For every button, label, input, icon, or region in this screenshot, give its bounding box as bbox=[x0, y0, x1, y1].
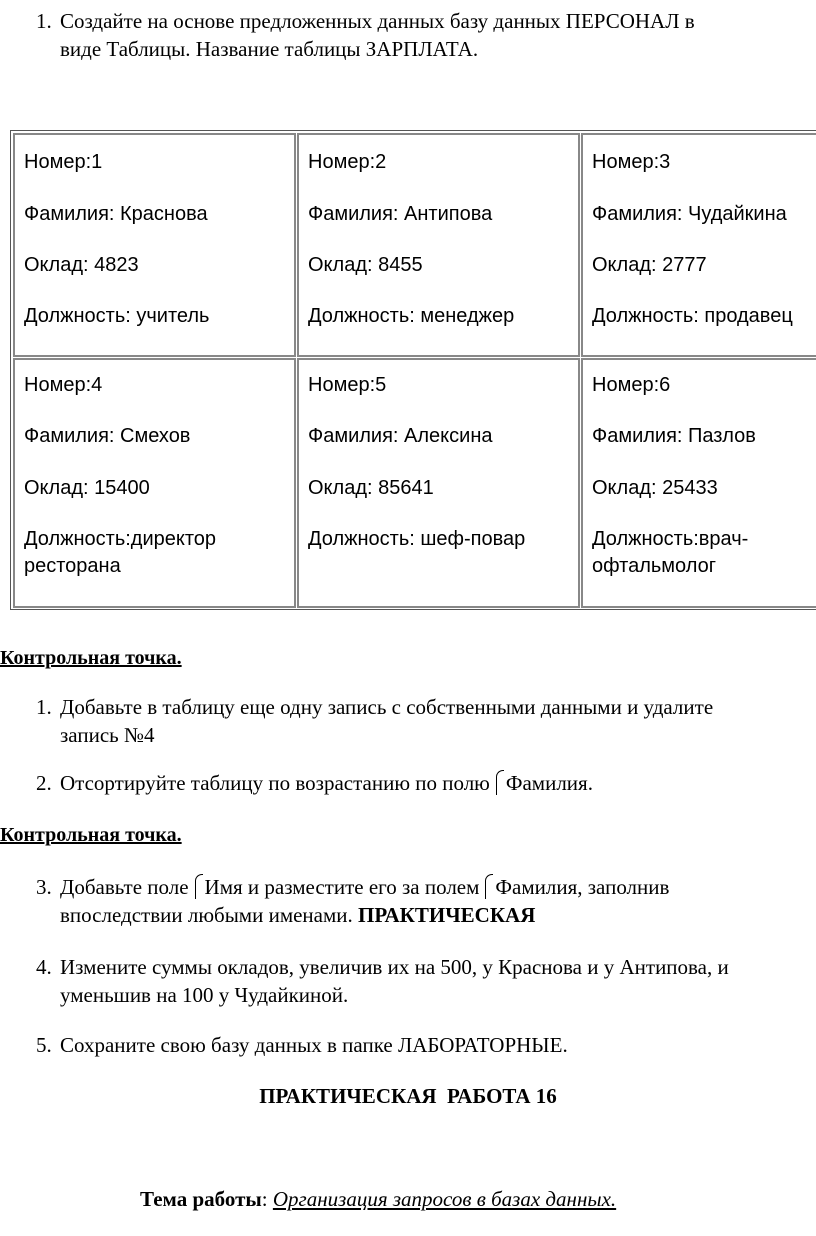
card-nomer: Номер:3 bbox=[592, 151, 671, 173]
intro-number: 1. bbox=[36, 9, 52, 33]
intro-line-1: Создайте на основе предложенных данных базу данных ПЕРСОНАЛ в bbox=[60, 9, 695, 33]
card-3 bbox=[581, 133, 816, 357]
task-number: 5. bbox=[36, 1033, 52, 1057]
task-number: 3. bbox=[36, 875, 52, 899]
topic-colon: : bbox=[261, 1187, 268, 1211]
task-text: впоследствии любыми именами. bbox=[60, 903, 353, 927]
card-oklad: Оклад: 85641 bbox=[308, 477, 434, 499]
card-1 bbox=[13, 133, 296, 357]
card-nomer: Номер:6 bbox=[592, 374, 671, 396]
card-2 bbox=[297, 133, 580, 357]
task-line-2: запись №4 bbox=[60, 723, 155, 747]
staff-table bbox=[10, 130, 816, 610]
task-text: Фамилия, заполнив bbox=[495, 875, 670, 899]
card-dolzhnost: Должность: продавец bbox=[592, 305, 793, 327]
card-6 bbox=[581, 358, 816, 608]
card-4 bbox=[13, 358, 296, 608]
card-dolzhnost-cont: ресторана bbox=[24, 555, 121, 577]
card-nomer: Номер:1 bbox=[24, 151, 103, 173]
task-line-2 bbox=[60, 902, 535, 929]
card-nomer: Номер:5 bbox=[308, 374, 387, 396]
topic-line bbox=[140, 1186, 616, 1213]
card-oklad: Оклад: 4823 bbox=[24, 254, 139, 276]
task-bold-text: ПРАКТИЧЕСКАЯ bbox=[358, 903, 536, 927]
field-bracket-icon bbox=[485, 874, 493, 899]
task-number: 2. bbox=[36, 771, 52, 795]
card-familiya: Фамилия: Алексина bbox=[308, 425, 493, 447]
card-familiya: Фамилия: Чудайкина bbox=[592, 203, 787, 225]
card-familiya: Фамилия: Краснова bbox=[24, 203, 208, 225]
topic-text: Организация запросов в базах данных. bbox=[272, 1187, 617, 1211]
card-oklad: Оклад: 15400 bbox=[24, 477, 150, 499]
card-dolzhnost-cont: офтальмолог bbox=[592, 555, 717, 577]
field-bracket-icon bbox=[496, 770, 504, 795]
card-dolzhnost: Должность:директор bbox=[24, 528, 217, 550]
field-bracket-icon bbox=[195, 874, 203, 899]
card-familiya: Фамилия: Смехов bbox=[24, 425, 191, 447]
card-oklad: Оклад: 2777 bbox=[592, 254, 707, 276]
card-nomer: Номер:4 bbox=[24, 374, 103, 396]
task-line-1: Сохраните свою базу данных в папке ЛАБОРАТОРНЫЕ. bbox=[60, 1033, 568, 1057]
topic-label: Тема работы bbox=[140, 1187, 262, 1211]
task-line-1: Добавьте в таблицу еще одну запись с собственными данными и удалите bbox=[60, 695, 714, 719]
task-line-1 bbox=[60, 874, 669, 901]
field-name: Фамилия. bbox=[505, 771, 593, 795]
checkpoint-heading-2: Контрольная точка. bbox=[0, 824, 182, 846]
card-oklad: Оклад: 25433 bbox=[592, 477, 718, 499]
practical-work-title: ПРАКТИЧЕСКАЯ РАБОТА 16 bbox=[259, 1084, 557, 1108]
task-line-1 bbox=[60, 770, 593, 797]
task-text: Имя и разместите его за полем bbox=[204, 875, 480, 899]
card-dolzhnost: Должность: шеф-повар bbox=[308, 528, 526, 550]
card-dolzhnost: Должность: менеджер bbox=[308, 305, 515, 327]
intro-line-2: виде Таблицы. Название таблицы ЗАРПЛАТА. bbox=[60, 37, 479, 61]
card-oklad: Оклад: 8455 bbox=[308, 254, 423, 276]
card-familiya: Фамилия: Пазлов bbox=[592, 425, 756, 447]
task-text: Добавьте поле bbox=[60, 875, 189, 899]
task-line-2: уменьшив на 100 у Чудайкиной. bbox=[60, 983, 349, 1007]
task-number: 4. bbox=[36, 955, 52, 979]
card-dolzhnost: Должность: учитель bbox=[24, 305, 210, 327]
task-text: Отсортируйте таблицу по возрастанию по полю bbox=[60, 771, 490, 795]
card-5 bbox=[297, 358, 580, 608]
card-dolzhnost: Должность:врач- bbox=[592, 528, 749, 550]
checkpoint-heading-1: Контрольная точка. bbox=[0, 647, 182, 669]
task-line-1: Измените суммы окладов, увеличив их на 500, у Краснова и у Антипова, и bbox=[60, 955, 729, 979]
card-familiya: Фамилия: Антипова bbox=[308, 203, 493, 225]
card-nomer: Номер:2 bbox=[308, 151, 387, 173]
task-number: 1. bbox=[36, 695, 52, 719]
